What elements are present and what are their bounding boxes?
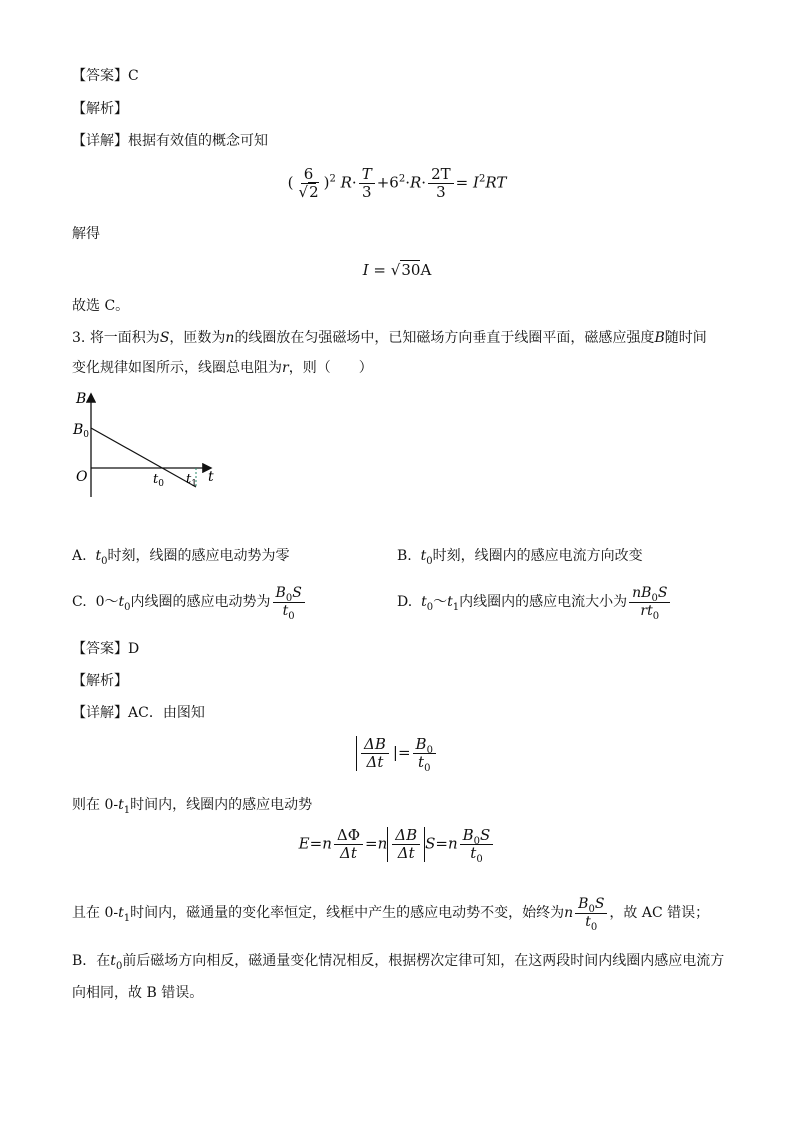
b-t-graph bbox=[72, 389, 232, 508]
answer-line-q3 bbox=[72, 639, 139, 659]
analysis-tag-q2: 【解析】 bbox=[72, 101, 128, 117]
option-b[interactable]: B. $t_0$时刻，线圈内的感应电流方向改变 bbox=[397, 548, 643, 567]
answer-tag: 【答案】 bbox=[72, 68, 128, 84]
detail-line-q2 bbox=[72, 131, 268, 151]
b0-label: $B_0$ bbox=[73, 422, 90, 440]
t1-label: $t_1$ bbox=[186, 472, 197, 489]
answer-line-q2 bbox=[72, 66, 139, 86]
then-line: 则在 $0-t_1$时间内，线圈内的感应电动势 bbox=[72, 797, 313, 816]
answer-value: C bbox=[128, 68, 139, 84]
rate-line: 且在 $0-t_1$时间内，磁通量的变化率恒定，线框中产生的感应电动势不变，始终为n $\frac{B_0S}{t_0}$ ，故 AC 错误； bbox=[72, 895, 710, 933]
question-3-stem-line2: 变化规律如图所示，线圈总电阻为r，则（ ） bbox=[72, 360, 373, 376]
t0-label: $t_0$ bbox=[153, 472, 164, 489]
b-explanation-line2: 向相同，故 B 错误。 bbox=[72, 985, 204, 1001]
equation-current: I = √30A bbox=[362, 261, 432, 279]
axis-label-t: t bbox=[208, 469, 214, 485]
solve-text: 解得 bbox=[72, 226, 100, 242]
b-explanation-line1: B．在$t_0$前后磁场方向相反，磁通量变化情况相反，根据楞次定律可知，在这两段时间内线圈内感应电流方 bbox=[72, 953, 725, 972]
origin-label: O bbox=[76, 469, 88, 485]
question-3-stem-line1: 3. 将一面积为S，匝数为n的线圈放在匀强磁场中，已知磁场方向垂直于线圈平面，磁感应强度B随时间 bbox=[72, 330, 707, 346]
equation-effective-value: ( $\frac{6}{√2}$ )$^2$ R· $\frac{T}{3}$ $+6^2\cdot R\cdot$ $\frac{2T}{3}$ = $I^2RT$ bbox=[287, 165, 507, 201]
axis-label-b: B bbox=[76, 391, 87, 407]
equation-emf: E=n $\frac{\Delta\Phi}{\Delta t}$ =n $\frac{\Delta B}{\Delta t}$ S=n $\frac{B_0S}{t_0}$ bbox=[0, 827, 794, 862]
conclusion-q2: 故选 C。 bbox=[72, 298, 130, 314]
b-line bbox=[91, 428, 196, 487]
detail-tag: 【详解】 bbox=[72, 705, 128, 721]
option-a[interactable]: A. $t_0$时刻，线圈的感应电动势为零 bbox=[72, 548, 290, 567]
detail-line-q3: 【详解】AC．由图知 bbox=[72, 705, 205, 721]
b-t-graph-svg bbox=[72, 389, 232, 504]
detail-text: 根据有效值的概念可知 bbox=[128, 133, 268, 149]
answer-value: D bbox=[128, 641, 140, 657]
equation-rate: $\frac{\Delta B}{\Delta t}$ |= $\frac{B_0}{t_0}$ bbox=[0, 736, 794, 771]
detail-tag: 【详解】 bbox=[72, 133, 128, 149]
option-d[interactable]: D. $t_0\sim t_1$内线圈内的感应电流大小为 $\frac{nB_0S}{rt_0}$ bbox=[397, 584, 672, 620]
answer-tag: 【答案】 bbox=[72, 641, 128, 657]
analysis-tag-q3: 【解析】 bbox=[72, 673, 128, 689]
option-c[interactable]: C. $0\sim t_0$内线圈的感应电动势为 $\frac{B_0S}{t_0}$ bbox=[72, 584, 307, 620]
